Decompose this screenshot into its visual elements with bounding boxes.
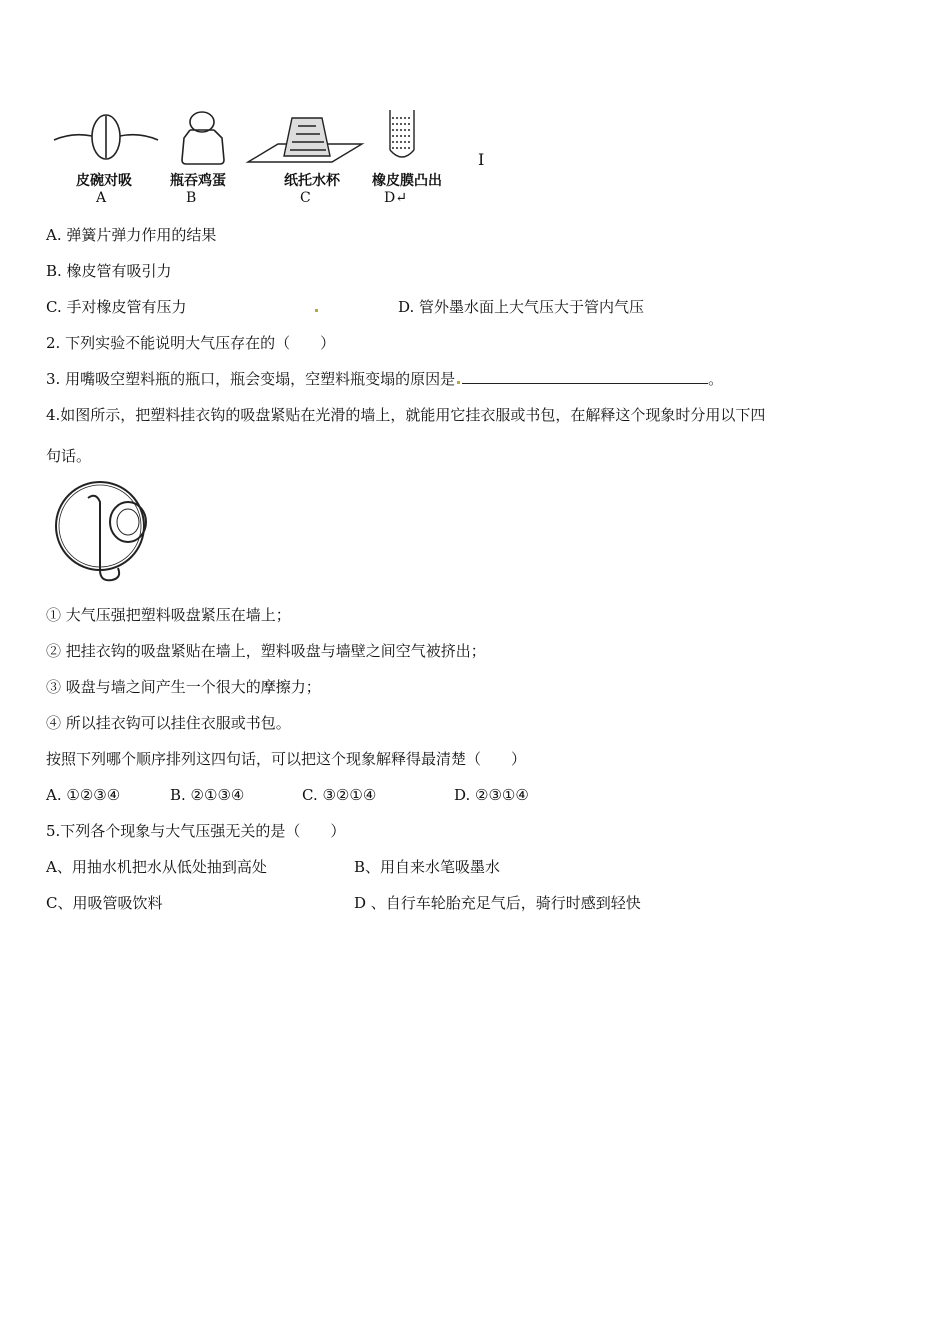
text-cursor-mark: I xyxy=(478,150,485,169)
q4-question: 按照下列哪个顺序排列这四句话，可以把这个现象解释得最清楚（ ） xyxy=(46,750,527,768)
figure-caption-b: 瓶吞鸡蛋 xyxy=(170,173,226,189)
suction-hook-icon xyxy=(48,478,198,588)
figure-letter-c: C xyxy=(300,190,311,206)
figure-letter-b: B xyxy=(186,190,197,206)
q4-option-a: A. ①②③④ xyxy=(46,786,121,804)
q4-stem-line1: 4.如图所示，把塑料挂衣钩的吸盘紧贴在光滑的墙上，就能用它挂衣服或书包，在解释这个现象时分用以下四 xyxy=(46,406,766,424)
q1-option-a: A. 弹簧片弹力作用的结果 xyxy=(46,226,217,244)
decorative-dot xyxy=(457,381,460,384)
paper-cup-icon xyxy=(248,118,362,162)
q1-option-b: B. 橡皮管有吸引力 xyxy=(46,262,172,280)
suction-cups-icon xyxy=(54,115,158,159)
q4-option-c: C. ③②①④ xyxy=(302,786,377,804)
q5-stem: 5.下列各个现象与大气压强无关的是（ ） xyxy=(46,822,346,840)
suction-hook-figure xyxy=(48,478,198,588)
q5-option-b: B、用自来水笔吸墨水 xyxy=(354,858,501,876)
q4-statement-1: ① 大气压强把塑料吸盘紧压在墙上； xyxy=(46,606,291,624)
q4-stem-line2: 句话。 xyxy=(46,447,92,465)
q1-option-d: D. 管外墨水面上大气压大于管内气压 xyxy=(398,298,645,316)
q3-end-mark: 。 xyxy=(708,370,724,388)
membrane-tube-icon xyxy=(390,110,414,157)
q4-option-d: D. ②③①④ xyxy=(454,786,529,804)
figure-letter-a: A xyxy=(96,190,107,206)
q4-statement-2: ② 把挂衣钩的吸盘紧贴在墙上，塑料吸盘与墙壁之间空气被挤出； xyxy=(46,642,486,660)
q3-line xyxy=(46,369,723,389)
q3-answer-blank[interactable] xyxy=(462,369,708,384)
q4-statement-3: ③ 吸盘与墙之间产生一个很大的摩擦力； xyxy=(46,678,321,696)
experiment-figures-drawing xyxy=(52,100,502,212)
experiment-figures xyxy=(52,100,502,212)
decorative-dot xyxy=(315,309,318,312)
q1-option-c: C. 手对橡皮管有压力 xyxy=(46,298,187,316)
figure-caption-c: 纸托水杯 xyxy=(284,173,340,189)
bottle-egg-icon xyxy=(182,112,224,164)
q5-option-c: C、用吸管吸饮料 xyxy=(46,894,163,912)
q5-option-d: D 、自行车轮胎充足气后，骑行时感到轻快 xyxy=(354,894,641,912)
q4-statement-4: ④ 所以挂衣钩可以挂住衣服或书包。 xyxy=(46,714,291,732)
figure-caption-d: 橡皮膜凸出 xyxy=(372,173,442,189)
figure-letter-d: D↵ xyxy=(384,190,407,206)
q3-stem: 3. 用嘴吸空塑料瓶的瓶口，瓶会变塌，空塑料瓶变塌的原因是 xyxy=(46,370,456,388)
figure-caption-a: 皮碗对吸 xyxy=(76,173,132,189)
q5-option-a: A、用抽水机把水从低处抽到高处 xyxy=(46,858,267,876)
q4-option-b: B. ②①③④ xyxy=(170,786,245,804)
q2-stem: 2. 下列实验不能说明大气压存在的（ ） xyxy=(46,334,336,352)
